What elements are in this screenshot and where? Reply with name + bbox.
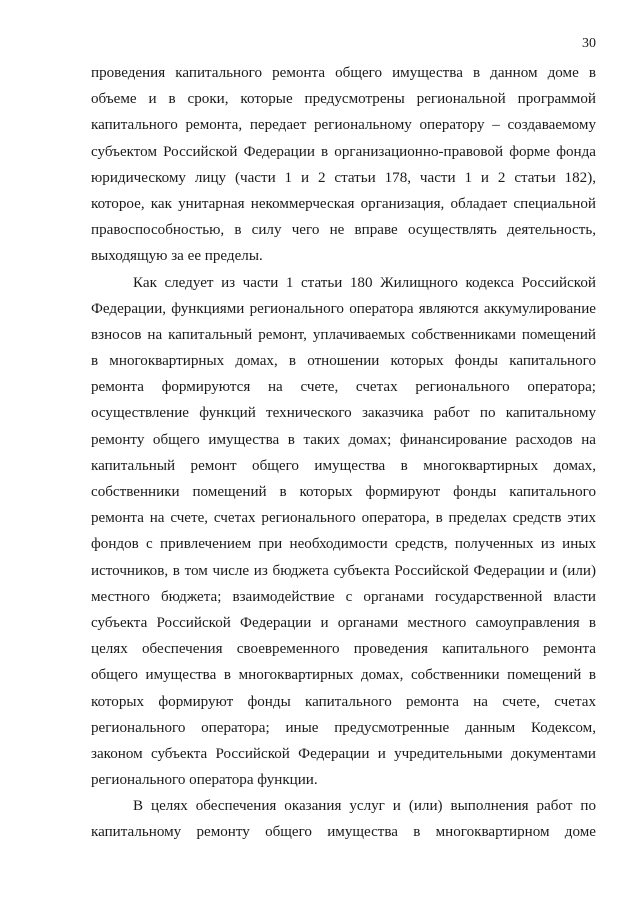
- text-line: целях обеспечения своевременного проведения капитального ремонта: [91, 641, 596, 658]
- text-line: Федерации, функциями регионального оператора являются аккумулирование: [91, 300, 596, 317]
- text-line: капитального ремонта, передает региональному оператору – создаваемому: [91, 117, 596, 134]
- text-line: общего имущества в многоквартирных домах, собственники помещений в: [91, 667, 596, 684]
- text-line: регионального оператора; иные предусмотренные данным Кодексом,: [91, 719, 596, 736]
- text-line: юридическому лицу (части 1 и 2 статьи 178, части 1 и 2 статьи 182),: [91, 169, 596, 186]
- text-line: Как следует из части 1 статьи 180 Жилищного кодекса Российской: [133, 274, 596, 291]
- paragraph-3: [91, 793, 596, 845]
- paragraph-2: [91, 270, 596, 794]
- text-line: регионального оператора функции.: [91, 772, 318, 789]
- text-line: законом субъекта Российской Федерации и учредительными документами: [91, 745, 596, 762]
- text-line: ремонта формируются на счете, счетах регионального оператора;: [91, 379, 596, 396]
- page-number: 30: [582, 36, 596, 51]
- text-line: которых формируют фонды капитального ремонта на счете, счетах: [91, 693, 596, 710]
- text-line: собственники помещений в которых формируют фонды капитального: [91, 484, 596, 500]
- text-line: капитальному ремонту общего имущества в многоквартирном доме: [91, 824, 596, 841]
- text-line: взносов на капитальный ремонт, уплачиваемых собственниками помещений: [91, 326, 596, 343]
- text-line: В целях обеспечения оказания услуг и (или) выполнения работ по: [133, 798, 596, 815]
- text-line: местного бюджета; взаимодействие с органами государственной власти: [91, 588, 596, 605]
- text-line: осуществление функций технического заказчика работ по капитальному: [91, 405, 596, 422]
- text-line: объеме и в сроки, которые предусмотрены региональной программой: [91, 91, 596, 108]
- text-line: в многоквартирных домах, в отношении которых фонды капитального: [91, 353, 596, 370]
- text-line: проведения капитального ремонта общего имущества в данном доме в: [91, 65, 596, 81]
- text-line: фондов с привлечением при необходимости средств, полученных из иных: [91, 536, 596, 553]
- text-line: выходящую за ее пределы.: [91, 248, 263, 265]
- text-line: которое, как унитарная некоммерческая организация, обладает специальной: [91, 195, 596, 212]
- document-body: [91, 60, 596, 846]
- text-line: источников, в том числе из бюджета субъекта Российской Федерации и (или): [91, 562, 596, 579]
- text-line: правоспособностью, в силу чего не вправе осуществлять деятельность,: [91, 222, 596, 239]
- text-line: субъектом Российской Федерации в организационно-правовой форме фонда: [91, 143, 596, 160]
- text-line: капитальный ремонт общего имущества в многоквартирных домах,: [91, 457, 596, 474]
- text-line: ремонта на счете, счетах регионального оператора, в пределах средств этих: [91, 510, 596, 527]
- text-line: ремонту общего имущества в таких домах; финансирование расходов на: [91, 431, 596, 448]
- paragraph-1: [91, 60, 596, 270]
- text-line: субъекта Российской Федерации и органами местного самоуправления в: [91, 614, 596, 631]
